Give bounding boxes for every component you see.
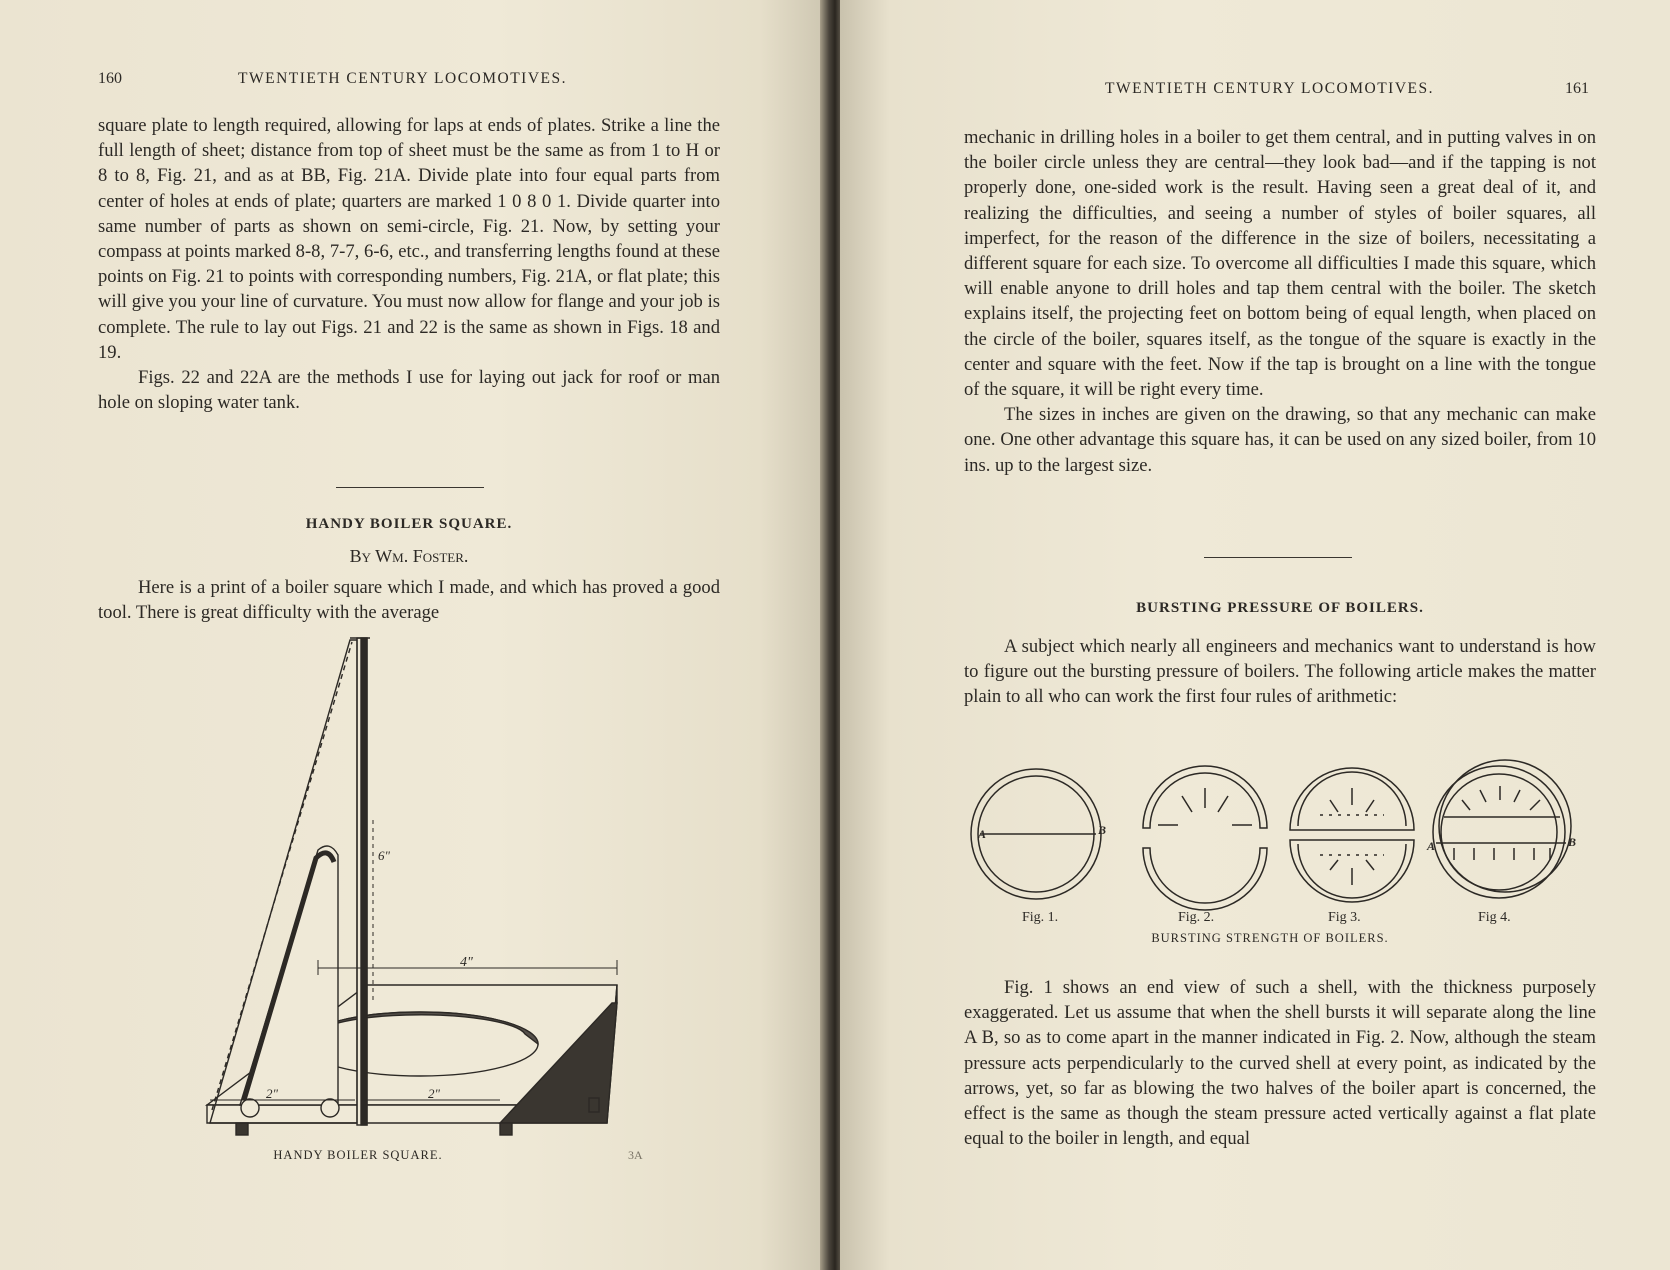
fig-label-a: A (1427, 839, 1436, 853)
running-head: TWENTIETH CENTURY LOCOMOTIVES. (1105, 80, 1434, 97)
page-number: 161 (1565, 80, 1589, 97)
fig-label: Fig. 2. (1178, 910, 1215, 925)
fig-label: Fig. 1. (1022, 910, 1059, 925)
body-text (964, 975, 1596, 1151)
dimension-label: 4" (460, 955, 473, 970)
byline: By Wm. Foster. (349, 546, 469, 566)
paragraph: Here is a print of a boiler square which I made, and which has proved a good tool. There is great difficulty with the average (98, 577, 720, 624)
dimension-label: 2" (266, 1086, 278, 1101)
section-title: BURSTING PRESSURE OF BOILERS. (1136, 600, 1424, 616)
paragraph: Fig. 1 shows an end view of such a shell, with the thickness purposely exaggerated. Let us assume that when the shell bursts it will separate along the line A B, so as to come apart in the manner indicated in Fig. 2. Now, although the steam pressure acts perpendicularly to the curved shell at every point, as indicated by the arrows, yet, so far as blowing the two halves of the boiler apart is concerned, the effect is the same as though the steam pressure acted vertically against a flat plate equal to the boiler in length, and equal (964, 977, 1596, 1150)
section-title: HANDY BOILER SQUARE. (305, 516, 513, 532)
paragraph: square plate to length required, allowing for laps at ends of plates. Strike a line the full length of sheet; distance from top of sheet must be the same as from 1 to H or 8 to 8, Fig. 21, and as at BB, Fig. 21A. Divide plate into four equal parts from center of holes at ends of plate; quarters are marked 1 0 8 0 1. Divide quarter into same number of parts as shown on semi-circle, Fig. 21. Now, by setting your compass at points marked 8-8, 7-7, 6-6, etc., and transferring lengths found at these points on Fig. 21 to points with corresponding numbers, Fig. 21A, or flat plate; this will give you your line of curvature. You must now allow for flange and your job is complete. The rule to lay out Figs. 21 and 22 is the same as shown in Figs. 18 and 19. (98, 115, 720, 363)
figure-caption: HANDY BOILER SQUARE. (273, 1148, 443, 1162)
dimension-label: 2" (428, 1086, 440, 1101)
fig-label: Fig 4. (1478, 910, 1511, 925)
fig-label-b: B (1098, 823, 1107, 837)
paragraph: A subject which nearly all engineers and mechanics want to understand is how to figure out the bursting pressure of boilers. The following article makes the matter plain to all who can work the first four rules of arithmetic: (964, 636, 1596, 708)
running-head: TWENTIETH CENTURY LOCOMOTIVES. (238, 70, 567, 87)
paragraph: Figs. 22 and 22A are the methods I use for laying out jack for roof or man hole on sloping water tank. (98, 367, 720, 414)
boiler-square-illustration (0, 0, 826, 1200)
fig-label-b: B (1568, 835, 1577, 849)
paragraph: mechanic in drilling holes in a boiler to get them central, and in putting valves in on the boiler circle unless they are central—they look bad—and if the tapping is not properly done, one-sided work is the result. Having seen a great deal of it, and realizing the difficulties, and seeing a number of styles of boiler squares, all imperfect, for the reason of the difference in the size of boilers, necessitating a different square for each size. To overcome all difficulties I made this square, which will enable anyone to drill holes and tap them central with the boiler. The sketch explains itself, the projecting feet on bottom being of equal length, when placed on the circle of the boiler, squares itself, as the tongue of the square is exactly in the center and square with the feet. Now if the tap is brought on a line with the tongue of the square, it will be right every time. (964, 127, 1596, 401)
fig-label: Fig 3. (1328, 910, 1361, 925)
dimension-label: 6" (378, 848, 390, 863)
fig-label-a: A (978, 827, 987, 841)
left-page (0, 0, 826, 1270)
plate-mark: 3A (628, 1148, 643, 1162)
right-page (840, 0, 1670, 1270)
paragraph: The sizes in inches are given on the drawing, so that any mechanic can make one. One other advantage this square has, it can be used on any sized boiler, from 10 ins. up to the largest size. (964, 404, 1596, 476)
figure-caption: BURSTING STRENGTH OF BOILERS. (1151, 931, 1389, 945)
page-number: 160 (98, 70, 122, 87)
